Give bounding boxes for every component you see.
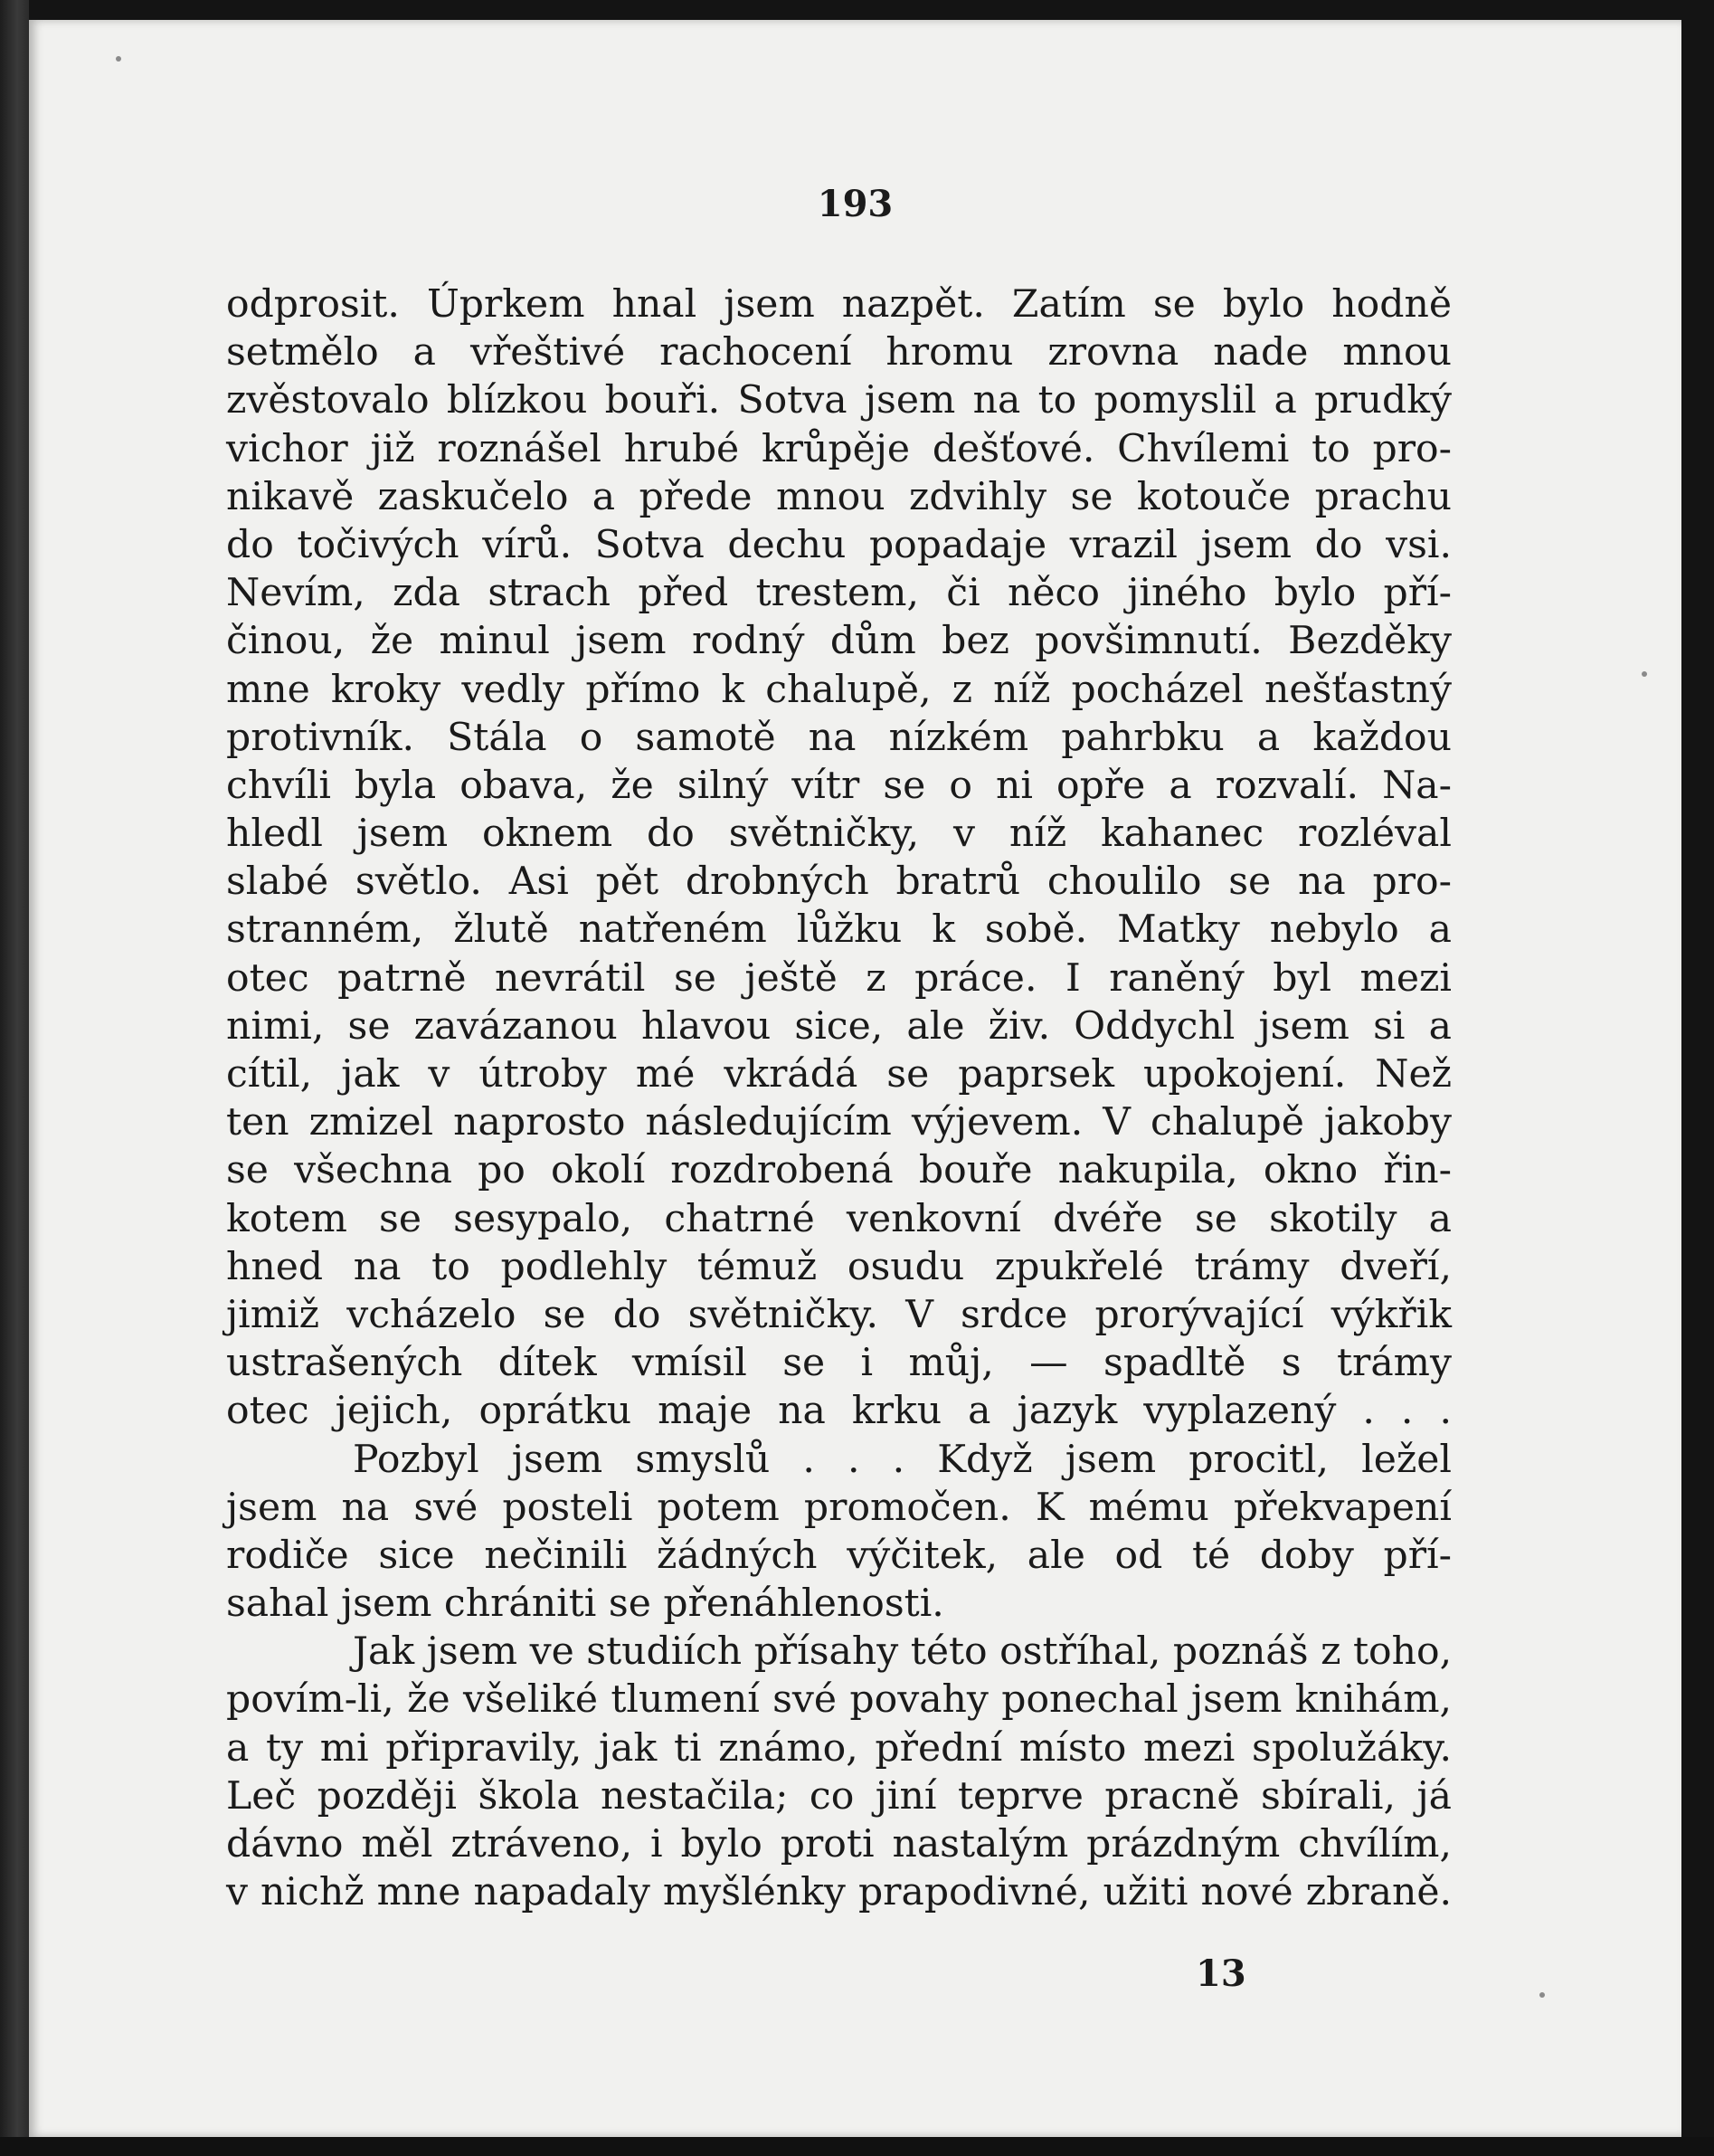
- text-line: hned na to podlehly témuž osudu zpukřelé trámy dveří,: [226, 1244, 1452, 1289]
- body-text: [226, 280, 1452, 1916]
- text-line: nimi, se zavázanou hlavou sice, ale živ. Oddychl jsem si a: [226, 1003, 1452, 1049]
- text-line: otec jejich, oprátku maje na krku a jazyk vyplazený . . .: [226, 1389, 1452, 1434]
- scan-bottom-edge: [0, 2137, 1714, 2156]
- text-line: v nichž mne napadaly myšlénky prapodivné, užiti nové zbraně.: [226, 1870, 1452, 1915]
- text-line: Nevím, zda strach před trestem, či něco jiného bylo pří-: [226, 571, 1452, 616]
- text-line: kotem se sesypalo, chatrné venkovní dvéře se skotily a: [226, 1196, 1452, 1241]
- text-line: chvíli byla obava, že silný vítr se o ni opře a rozvalí. Na-: [226, 763, 1452, 808]
- text-line: a ty mi připravily, jak ti známo, přední místo mezi spolužáky.: [226, 1725, 1452, 1771]
- text-line: cítil, jak v útroby mé vkrádá se paprsek upokojení. Než: [226, 1052, 1452, 1097]
- text-line: zvěstovalo blízkou bouři. Sotva jsem na to pomyslil a prudký: [226, 378, 1452, 423]
- text-line: slabé světlo. Asi pět drobných bratrů choulilo se na pro-: [226, 860, 1452, 905]
- signature-mark: 13: [1196, 1952, 1246, 1995]
- text-line: setmělo a vřeštivé rachocení hromu zrovna nade mnou: [226, 330, 1452, 375]
- text-line: povím-li, že všeliké tlumení své povahy ponechal jsem knihám,: [226, 1677, 1452, 1723]
- text-line: ten zmizel naprosto následujícím výjevem. V chalupě jakoby: [226, 1100, 1452, 1145]
- paper-speck: [1642, 671, 1647, 677]
- text-line: sahal jsem chrániti se přenáhlenosti.: [226, 1581, 944, 1627]
- text-line: jsem na své posteli potem promočen. K mému překvapení: [226, 1485, 1452, 1530]
- text-line: se všechna po okolí rozdrobená bouře nakupila, okno řin-: [226, 1148, 1452, 1193]
- paper-speck: [1539, 1992, 1545, 1998]
- page-number: 193: [817, 183, 894, 225]
- text-line: mne kroky vedly přímo k chalupě, z níž pocházel nešťastný: [226, 667, 1452, 712]
- book-page: [29, 20, 1681, 2137]
- text-line: hledl jsem oknem do světničky, v níž kahanec rozléval: [226, 812, 1452, 857]
- text-line: protivník. Stála o samotě na nízkém pahrbku a každou: [226, 715, 1452, 760]
- text-line: nikavě zaskučelo a přede mnou zdvihly se kotouče prachu: [226, 474, 1452, 519]
- text-line: ustrašených dítek vmísil se i můj, — spadltě s trámy: [226, 1341, 1452, 1386]
- text-line: otec patrně nevrátil se ještě z práce. I raněný byl mezi: [226, 955, 1452, 1001]
- text-line: činou, že minul jsem rodný dům bez povšimnutí. Bezděky: [226, 619, 1452, 664]
- text-line: do točivých vírů. Sotva dechu popadaje vrazil jsem do vsi.: [226, 522, 1452, 567]
- text-line: Jak jsem ve studiích přísahy této ostříhal, poznáš z toho,: [353, 1629, 1453, 1675]
- text-line: odprosit. Úprkem hnal jsem nazpět. Zatím se bylo hodně: [226, 282, 1452, 327]
- text-line: rodiče sice nečinili žádných výčitek, ale od té doby pří-: [226, 1533, 1452, 1578]
- text-line: Pozbyl jsem smyslů . . . Když jsem procitl, ležel: [353, 1437, 1452, 1482]
- text-line: jimiž vcházelo se do světničky. V srdce prorývající výkřik: [226, 1292, 1452, 1337]
- scan-binding-edge: [0, 0, 29, 2156]
- text-line: dávno měl ztráveno, i bylo proti nastalým prázdným chvílím,: [226, 1822, 1452, 1866]
- paper-speck: [116, 56, 121, 62]
- text-line: stranném, žlutě natřeném lůžku k sobě. Matky nebylo a: [226, 907, 1452, 953]
- text-line: Leč později škola nestačila; co jiní teprve pracně sbírali, já: [226, 1773, 1452, 1819]
- text-line: vichor již roznášel hrubé krůpěje dešťové. Chvílemi to pro-: [226, 426, 1452, 471]
